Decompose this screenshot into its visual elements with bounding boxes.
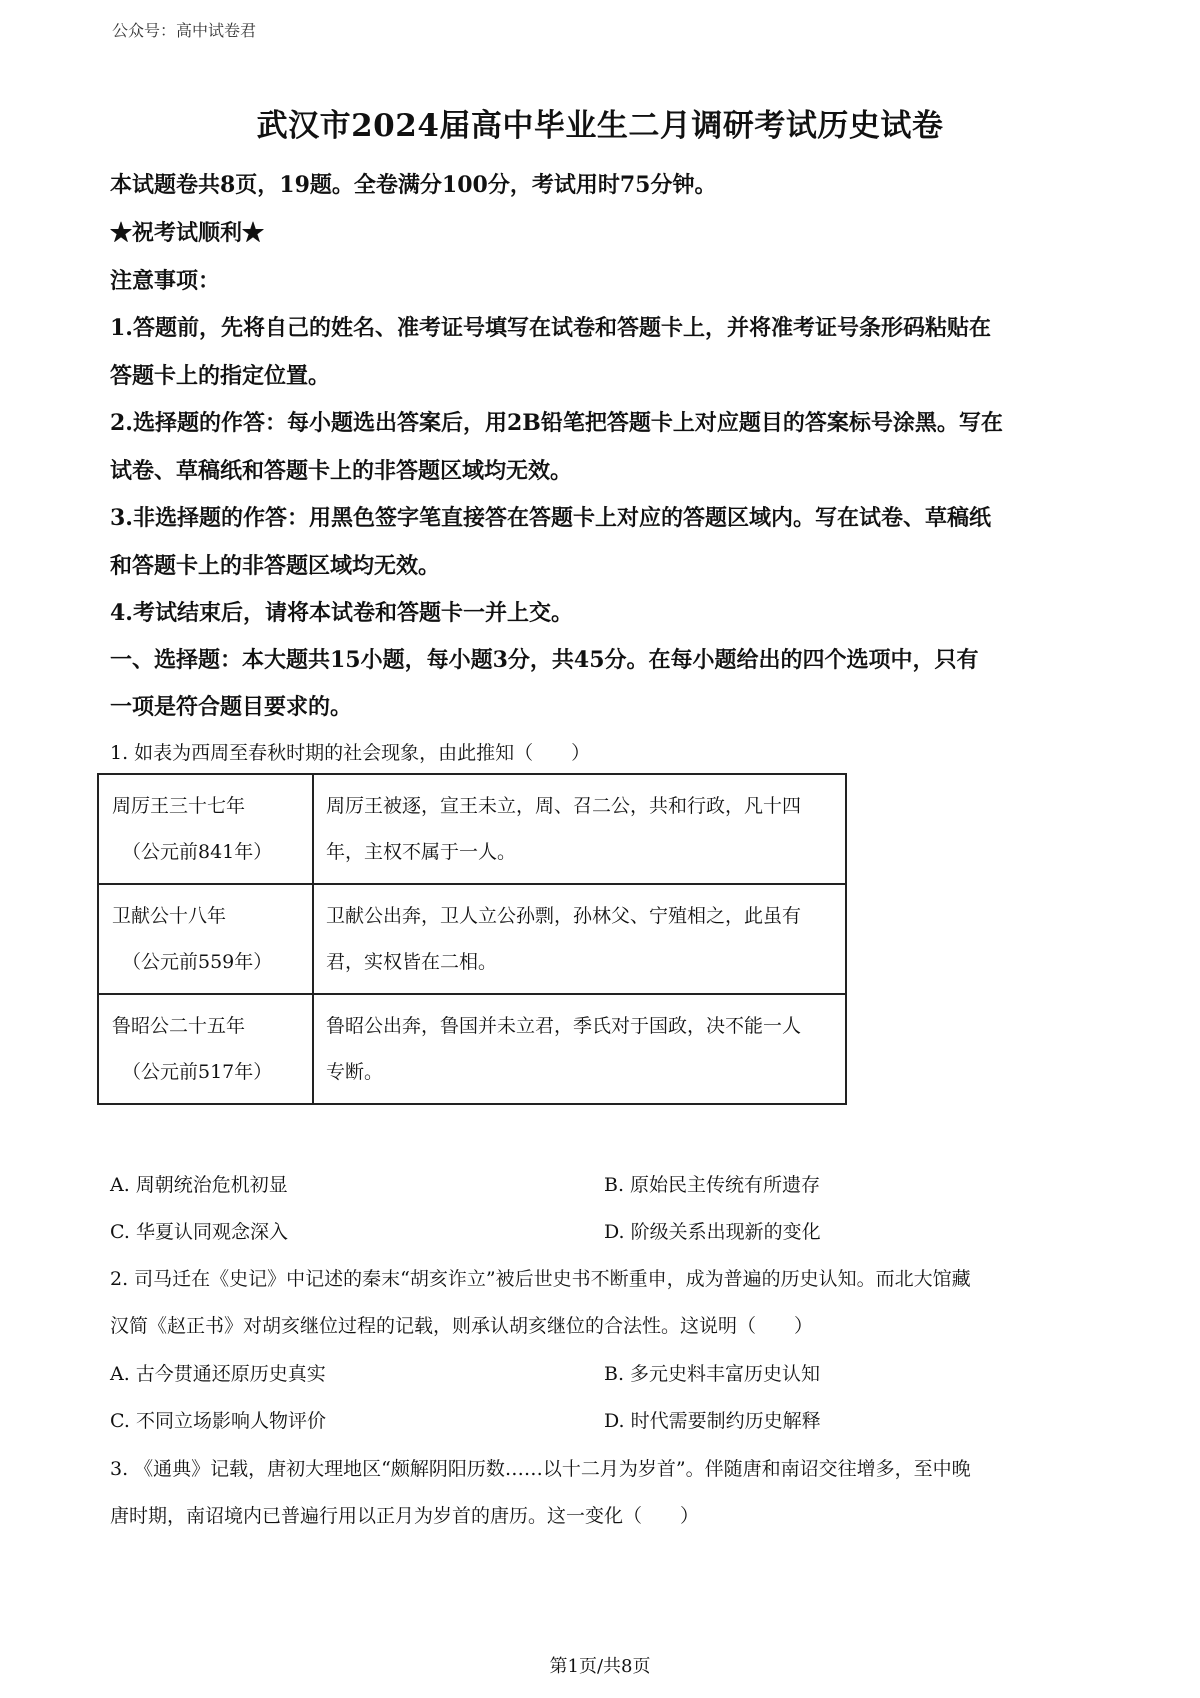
era-name: 卫献公十八年 bbox=[112, 905, 227, 927]
table-cell-event bbox=[313, 774, 846, 884]
table-row bbox=[98, 884, 846, 994]
question-1-option-c: C. 华夏认同观念深入 bbox=[110, 1221, 288, 1243]
table-cell-era bbox=[98, 884, 313, 994]
table-cell-era bbox=[98, 774, 313, 884]
event-text: 周厉王被逐，宣王未立，周、召二公，共和行政，凡十四 bbox=[326, 795, 802, 817]
note-line: 和答题卡上的非答题区域均无效。 bbox=[110, 553, 441, 579]
section-heading: 一、选择题：本大题共15小题，每小题3分，共45分。在每小题给出的四个选项中，只有 bbox=[110, 647, 979, 673]
note-line: 答题卡上的指定位置。 bbox=[110, 363, 331, 389]
table-cell-event bbox=[313, 884, 846, 994]
question-1-option-d: D. 阶级关系出现新的变化 bbox=[604, 1221, 821, 1243]
era-name: 鲁昭公二十五年 bbox=[112, 1015, 246, 1037]
event-text: 年，主权不属于一人。 bbox=[326, 841, 517, 863]
notes-heading: 注意事项： bbox=[110, 268, 221, 294]
era-year: （公元前559年） bbox=[122, 951, 273, 973]
question-1-table bbox=[97, 773, 847, 1105]
exam-title: 武汉市2024届高中毕业生二月调研考试历史试卷 bbox=[256, 108, 944, 144]
question-2-option-a: A. 古今贯通还原历史真实 bbox=[110, 1363, 326, 1385]
question-2-option-c: C. 不同立场影响人物评价 bbox=[110, 1410, 326, 1432]
header-note: 公众号：高中试卷君 bbox=[112, 21, 257, 40]
question-1-option-b: B. 原始民主传统有所遗存 bbox=[604, 1174, 821, 1196]
note-line: 试卷、草稿纸和答题卡上的非答题区域均无效。 bbox=[110, 458, 573, 484]
question-3-stem: 3. 《通典》记载，唐初大理地区“颇解阴阳历数……以十二月为岁首”。伴随唐和南诏交往增多，至中晚 bbox=[110, 1458, 971, 1480]
table-cell-event bbox=[313, 994, 846, 1104]
event-text: 鲁昭公出奔，鲁国并未立君，季氏对于国政，决不能一人 bbox=[326, 1015, 802, 1037]
question-2-stem: 2. 司马迁在《史记》中记述的秦末“胡亥诈立”被后世史书不断重申，成为普遍的历史认知。而北大馆藏 bbox=[110, 1268, 971, 1290]
event-text: 卫献公出奔，卫人立公孙剽，孙林父、宁殖相之，此虽有 bbox=[326, 905, 802, 927]
era-year: （公元前517年） bbox=[122, 1061, 273, 1083]
note-line: 3.非选择题的作答：用黑色签字笔直接答在答题卡上对应的答题区域内。写在试卷、草稿纸 bbox=[110, 505, 991, 531]
page-number: 第1页/共8页 bbox=[549, 1656, 651, 1677]
question-2-option-d: D. 时代需要制约历史解释 bbox=[604, 1410, 821, 1432]
question-2-stem: 汉简《赵正书》对胡亥继位过程的记载，则承认胡亥继位的合法性。这说明（ ） bbox=[110, 1315, 814, 1337]
blessing: ★祝考试顺利★ bbox=[110, 220, 265, 246]
era-name: 周厉王三十七年 bbox=[112, 795, 246, 817]
question-2-option-b: B. 多元史料丰富历史认知 bbox=[604, 1363, 821, 1385]
question-1-option-a: A. 周朝统治危机初显 bbox=[110, 1174, 288, 1196]
note-line: 2.选择题的作答：每小题选出答案后，用2B铅笔把答题卡上对应题目的答案标号涂黑。写在 bbox=[110, 410, 1003, 436]
event-text: 君，实权皆在二相。 bbox=[326, 951, 498, 973]
question-3-stem: 唐时期，南诏境内已普遍行用以正月为岁首的唐历。这一变化（ ） bbox=[110, 1505, 700, 1527]
era-year: （公元前841年） bbox=[122, 841, 273, 863]
table-row bbox=[98, 994, 846, 1104]
note-line: 4.考试结束后，请将本试卷和答题卡一并上交。 bbox=[110, 600, 573, 626]
question-1-stem: 1. 如表为西周至春秋时期的社会现象，由此推知（ ） bbox=[110, 742, 591, 764]
event-text: 专断。 bbox=[326, 1061, 384, 1083]
table-row bbox=[98, 774, 846, 884]
note-line: 1.答题前，先将自己的姓名、准考证号填写在试卷和答题卡上，并将准考证号条形码粘贴在 bbox=[110, 315, 991, 341]
table-cell-era bbox=[98, 994, 313, 1104]
section-heading: 一项是符合题目要求的。 bbox=[110, 694, 353, 720]
exam-intro: 本试题卷共8页，19题。全卷满分100分，考试用时75分钟。 bbox=[110, 172, 717, 198]
